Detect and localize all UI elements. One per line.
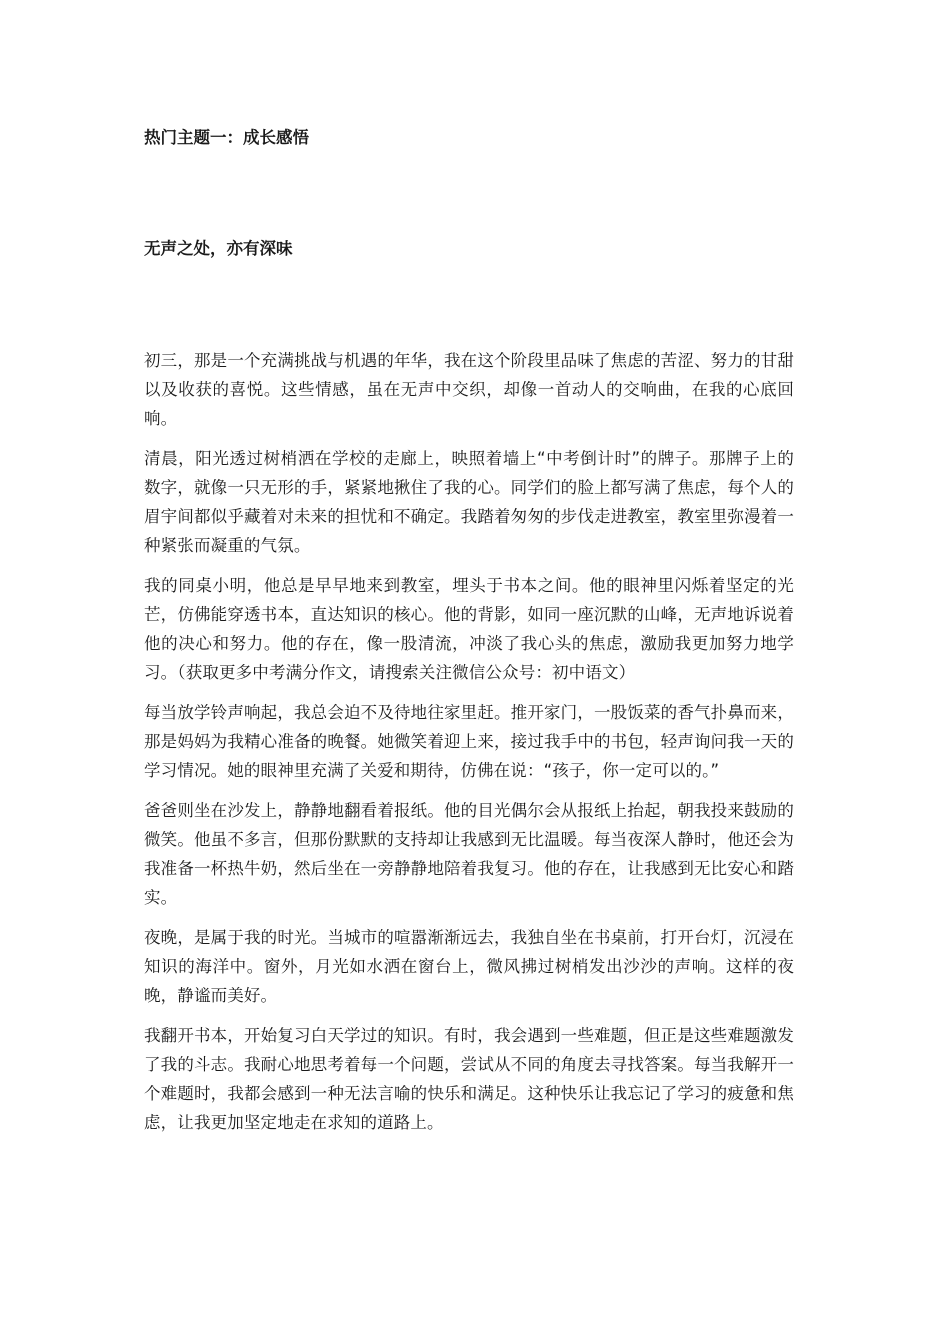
paragraph: 夜晚，是属于我的时光。当城市的喧嚣渐渐远去，我独自坐在书桌前，打开台灯，沉浸在知识的海洋中。窗外，月光如水洒在窗台上，微风拂过树梢发出沙沙的声响。这样的夜晚，静谧而美好。 xyxy=(144,928,794,1005)
topic-heading: 热门主题一：成长感悟 xyxy=(144,128,309,147)
paragraph: 我的同桌小明，他总是早早地来到教室，埋头于书本之间。他的眼神里闪烁着坚定的光芒，仿佛能穿透书本，直达知识的核心。他的背影，如同一座沉默的山峰，无声地诉说着他的决心和努力。他的存在，像一股清流，冲淡了我心头的焦虑，激励我更加努力地学习。（获取更多中考满分作文，请搜索关注微信公众号：初中语文） xyxy=(144,576,794,682)
paragraph: 我翻开书本，开始复习白天学过的知识。有时，我会遇到一些难题，但正是这些难题激发了我的斗志。我耐心地思考着每一个问题，尝试从不同的角度去寻找答案。每当我解开一个难题时，我都会感到一种无法言喻的快乐和满足。这种快乐让我忘记了学习的疲惫和焦虑，让我更加坚定地走在求知的道路上。 xyxy=(144,1026,794,1132)
paragraph: 每当放学铃声响起，我总会迫不及待地往家里赶。推开家门，一股饭菜的香气扑鼻而来，那是妈妈为我精心准备的晚餐。她微笑着迎上来，接过我手中的书包，轻声询问我一天的学习情况。她的眼神里充满了关爱和期待，仿佛在说：“孩子，你一定可以的。” xyxy=(144,703,794,780)
paragraph: 清晨，阳光透过树梢洒在学校的走廊上，映照着墙上“中考倒计时”的牌子。那牌子上的数字，就像一只无形的手，紧紧地揪住了我的心。同学们的脸上都写满了焦虑，每个人的眉宇间都似乎藏着对未来的担忧和不确定。我踏着匆匆的步伐走进教室，教室里弥漫着一种紧张而凝重的气氛。 xyxy=(144,449,794,555)
paragraph: 爸爸则坐在沙发上，静静地翻看着报纸。他的目光偶尔会从报纸上抬起，朝我投来鼓励的微笑。他虽不多言，但那份默默的支持却让我感到无比温暖。每当夜深人静时，他还会为我准备一杯热牛奶，然后坐在一旁静静地陪着我复习。他的存在，让我感到无比安心和踏实。 xyxy=(144,801,794,907)
essay-title: 无声之处，亦有深味 xyxy=(144,239,293,258)
essay-body xyxy=(144,346,794,1148)
paragraph: 初三，那是一个充满挑战与机遇的年华，我在这个阶段里品味了焦虑的苦涩、努力的甘甜以及收获的喜悦。这些情感，虽在无声中交织，却像一首动人的交响曲，在我的心底回响。 xyxy=(144,351,794,428)
